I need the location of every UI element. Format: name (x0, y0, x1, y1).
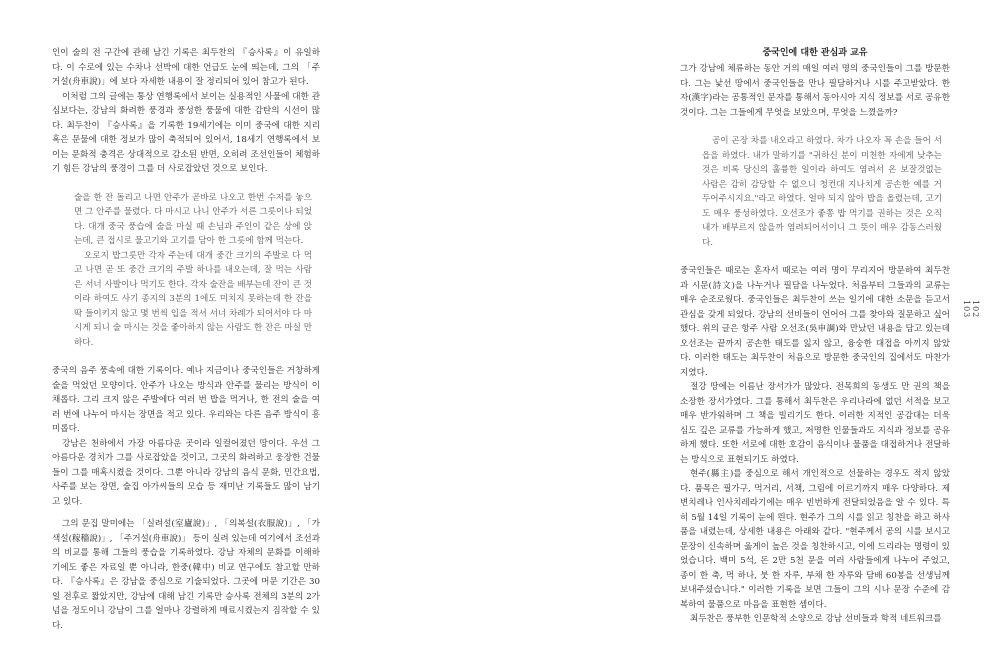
right-quote-paragraph-1: 공이 곤장 차를 내오라고 하였다. 차가 나오자 꼭 손을 들어 서 읍을 하였다. 내가 말하기를 "귀하신 분이 미천한 자에게 낮추는 것은 비록 당신의 훌륭한 일이라 하여도 염려서 온 보잘것없는 사람은 감히 감당할 수 없으니 청컨대 지나치게 공손한 예를 거두어주시지요."라고 하였다. 얼마 되지 않아 밥을 올렸는데, 고기도 매우 풍성하였다. 오선조가 좋쫑 밥 먹기를 권하는 것은 오직 내가 배부르지 않을까 염려되어서이니 그 뜻이 매우 감동스러웠다. (702, 136, 942, 248)
right-paragraph-4: 현주(縣主)를 중심으로 해서 개인적으로 선물하는 경우도 적지 않았다. 품목은 필가구, 먹거리, 서책, 그림에 이르기까지 매우 다양하다. 제변치레나 인사치레라기에는 매우 빈번하게 전달되었음을 알 수 있다. 특히 5월 14일 기록이 눈에 띈다. 현주가 그의 시를 읽고 칭찬을 하고 하사품을 내렸는데, 상세한 내용은 아래와 같다. "현주께서 공의 시를 보시고 문장이 신속하며 옳게이 높은 것을 칭찬하시고, 이에 드리라는 명령이 있었습니다. 백미 5석, 돈 2만 5천 문을 여러 사람들에게 나누어 주었고, 종이 한 축, 먹 하나, 붓 한 자루, 부채 한 자루와 담배 60봉을 선생님께 보내주셨습니다." 이러한 기록을 보면 그들이 그의 시나 문장 수준에 감복하여 물품으로 마음을 표현한 셈이다. (680, 469, 950, 610)
right-quote-block (680, 134, 950, 250)
right-paragraph-1: 그가 강남에 체류하는 동안 거의 매일 여러 명의 중국인들이 그를 방문한다. 그는 낯선 땅에서 중국인들을 만나 필담하거나 시를 주고받았다. 한자(漢字)라는 공통적인 문자를 통해서 동아시아 지식 정보를 서로 공유한 것이다. 그는 그들에게 무엇을 보았으며, 무엇을 느꼈을까? (680, 64, 950, 118)
left-quote-paragraph-1: 술을 한 잔 돌리고 나면 안주가 곧바로 나오고 한번 수저를 놓으면 그 안주를 물렸다. 다 마시고 나니 안주가 서른 그릇이나 되었다. 대개 중국 풍습에 술을 마실 때 손님과 주인이 같은 상에 앉는데, 큰 접시로 물고기와 고기를 담아 한 그릇에 함께 먹는다. (74, 192, 312, 246)
page-number-left: 102 (971, 300, 980, 319)
section-title: 중국인에 대한 관심과 교유 (762, 48, 868, 58)
page-number-right: 103 (962, 300, 971, 319)
page-numbers (962, 300, 980, 318)
right-paragraph-3: 절강 땅에는 이름난 장서가가 많았다. 전목희의 동생도 만 권의 책을 소장한 장서가였다. 그를 통해서 최두찬은 우리나라에 없던 서적을 보고 매우 반가워하며 그 책을 빌리기도 한다. 이러한 지적인 공감대는 더욱 심도 깊은 교류를 가능하게 했고, 저명한 인물들과도 지식과 정보를 공유하게 했다. 또한 서로에 대한 호감이 음식이나 물품을 대접하거나 전달하는 방식으로 표현되기도 하였다. (680, 382, 950, 465)
left-quote-block (52, 191, 320, 351)
right-paragraph-5: 최두찬은 풍부한 인문학적 소양으로 강남 선비들과 학적 네트워크를 (690, 614, 942, 624)
right-page (680, 46, 950, 627)
left-paragraph-2: 이처럼 그의 글에는 통상 연행록에서 보이는 실용적인 사물에 대한 관심보다는, 강남의 화려한 풍경과 풍성한 풍물에 대한 감탄의 시선이 많다. 최두찬이 『승사록』을 기록한 19세기에는 이미 중국에 대한 지리 혹은 문물에 대한 정보가 많이 축적되어 있어서, 18세기 연행록에서 보이는 문화적 충격은 상대적으로 감소된 반면, 오히려 조선인들이 체험하기 힘든 강남의 풍경이 그를 더 사로잡았던 것으로 보인다. (52, 91, 320, 174)
left-paragraph-1: 인이 술의 전 구간에 관해 남긴 기록은 최두찬의 『승사록』이 유일하다. 이 수로에 있는 수차나 선박에 대한 언급도 눈에 띄는데, 그의 「주거설(舟車說)」에 보다 자세한 내용이 잘 정리되어 있어 참고가 된다. (52, 48, 320, 87)
left-paragraph-4: 강남은 천하에서 가장 아름다운 곳이라 일컬어졌던 땅이다. 우선 그 아름다운 경치가 그를 사로잡았을 것이고, 그곳의 화려하고 웅장한 건물들이 그를 매혹시켰을 것이다. 그뿐 아니라 강남의 음식 문화, 민간요법, 사주를 보는 장면, 술집 아가씨들의 모습 등 재미난 기록들도 많이 남기고 있다. (52, 438, 320, 507)
left-paragraph-5: 그의 문집 말미에는 「실려설(室廬說)」, 「의복설(衣服說)」, 「가색설(稼穡說)」, 「주거설(舟車說)」 등이 실려 있는데 여기에서 조선과의 비교를 통해 그들의 풍습을 기록하였다. 강남 자체의 문화를 이해하기에도 좋은 자료일 뿐 아니라, 한중(韓中) 비교 연구에도 참고할 만하다. 『승사록』은 강남을 중심으로 기술되었다. 그곳에 머문 기간은 30일 전후로 짧았지만, 강남에 대해 남긴 기록만 승사록 전체의 3분의 2가 넘을 정도이니 강남이 그를 얼마나 강렬하게 매료시켰는지 짐작할 수 있다. (52, 519, 320, 631)
left-paragraph-3: 중국의 음주 풍속에 대한 기록이다. 예나 지금이나 중국인들은 거창하게 술을 먹었던 모양이다. 안주가 나오는 방식과 안주를 물리는 방식이 이채롭다. 그리 크지 않은 주발에다 여러 번 밥을 먹거나, 한 전의 술을 여러 번에 나누어 마시는 장면을 적고 있다. 우리와는 다른 음주 방식이 흥미롭다. (52, 366, 320, 434)
left-page (52, 46, 320, 633)
left-quote-paragraph-2: 오로지 밥그릇만 각자 주는데 대개 중간 크기의 주발로 다 먹고 나면 곧 또 중간 크기의 주발 하나를 내오는데, 잘 먹는 사람은 서너 사발이나 먹기도 한다. 각자 술잔을 배부는데 잔이 큰 것이라 하여도 사기 종지의 3분의 1에도 미치지 못하는데 한 잔을 딱 들이키지 않고 몇 번씩 입을 적셔 서너 차례가 되어서야 다 마시게 되니 술 마시는 것을 좋아하지 않는 사람도 한 잔은 마실 만하다. (74, 250, 312, 348)
right-paragraph-2: 중국인들은 때로는 혼자서 때로는 여러 명이 무리지어 방문하여 최두찬과 시문(詩文)을 나누거나 필담을 나누었다. 처음부터 그들과의 교류는 매우 순조로웠다. 중국인들은 최두찬이 쓰는 일기에 대한 소문을 듣고서 관심을 갖게 되었다. 강남의 선비들이 언어어 그를 찾아와 질문하고 싶어 했다. 위의 글은 항주 사람 오선조(吳申調)와 만났던 내용을 담고 있는데 오선조는 끝까지 공손한 태도를 잃지 않고, 융숭한 대접을 아끼지 않았다. 이러한 태도는 최두찬이 처음으로 방문한 중국인의 집에서도 마찬가지였다. (680, 266, 950, 378)
